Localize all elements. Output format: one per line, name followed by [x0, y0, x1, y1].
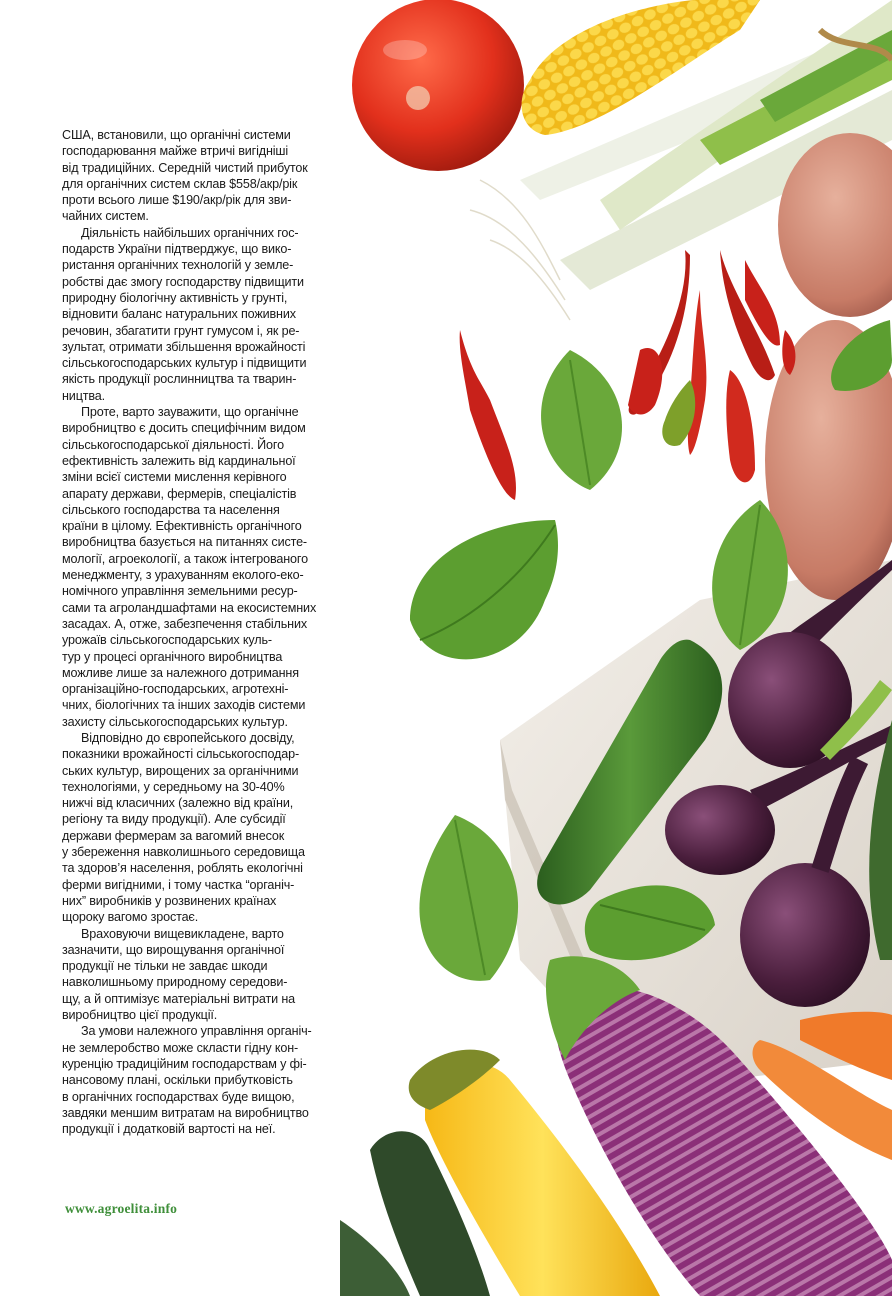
- text-line: країни в цілому. Ефективність органічного: [62, 519, 302, 534]
- text-line: засадах. А, отже, забезпечення стабільних: [62, 616, 307, 631]
- text-line: подарств України підтверджує, що вико-: [62, 242, 292, 257]
- text-line: продукції не тільки не завдає шкоди: [62, 959, 268, 974]
- text-line: від традиційних. Середній чистий прибуток: [62, 160, 308, 175]
- text-line: ських культур, вирощених за органічними: [62, 763, 299, 778]
- text-line: виробництво є досить специфічним видом: [62, 421, 306, 436]
- text-line: сільськогосподарських культур і підвищити: [62, 356, 307, 371]
- text-line: зультат, отримати збільшення врожайності: [62, 339, 306, 354]
- text-line: для органічних систем склав $558/акр/рік: [62, 176, 298, 191]
- footer-website-url[interactable]: www.agroelita.info: [65, 1201, 178, 1216]
- text-line: можливе лише за належного дотримання: [62, 665, 299, 680]
- text-line: куренцію традиційним господарствам у фі-: [62, 1056, 307, 1071]
- text-line: захисту сільськогосподарських культур.: [62, 714, 288, 729]
- text-line: За умови належного управління органіч-: [81, 1024, 312, 1039]
- text-line: держави фермерам за вагомий внесок: [62, 828, 285, 843]
- text-line: сільськогосподарської діяльності. Його: [62, 437, 284, 452]
- text-line: зміни всієї системи мислення керівного: [62, 470, 287, 485]
- text-line: не землеробство може скласти гідну кон-: [62, 1040, 299, 1055]
- text-line: ферми вигідними, і тому частка “органіч-: [62, 877, 295, 892]
- text-line: завдяки меншим витратам на виробництво: [62, 1105, 309, 1120]
- text-line: технологіями, у середньому на 30-40%: [62, 779, 285, 794]
- tomato: [352, 0, 524, 171]
- text-line: апарату держави, фермерів, спеціалістів: [62, 486, 297, 501]
- text-line: номічного управління земельними ресур-: [62, 584, 298, 599]
- text-line: США, встановили, що органічні системи: [62, 128, 291, 142]
- text-line: Враховуючи вищевикладене, варто: [81, 926, 284, 941]
- text-line: речовин, збагатити грунт гумусом і, як ре-: [62, 323, 300, 338]
- text-line: нансовому плані, оскільки прибутковість: [62, 1073, 293, 1088]
- text-line: тур у процесі органічного виробництва: [62, 649, 283, 664]
- text-line: ництва.: [62, 388, 105, 403]
- text-line: робстві дає змогу господарству підвищити: [62, 274, 304, 289]
- chili-peppers: [460, 250, 796, 500]
- text-line: організаційно-господарських, агротехні-: [62, 682, 289, 697]
- text-line: природну біологічну активність у грунті,: [62, 290, 288, 305]
- text-line: Проте, варто зауважити, що органічне: [81, 405, 299, 420]
- text-line: сільського господарства та населення: [62, 502, 280, 517]
- text-line: урожаїв сільськогосподарських куль-: [62, 633, 272, 648]
- text-line: мології, агроекології, а також інтегрованого: [62, 551, 308, 566]
- text-line: Діяльність найбільших органічних гос-: [81, 225, 299, 240]
- text-line: них” виробників у розвинених країнах: [62, 893, 277, 908]
- text-line: відновити баланс натуральних поживних: [62, 307, 296, 322]
- text-line: ристання органічних технологій у земле-: [62, 258, 294, 273]
- text-line: виробництво цієї продукції.: [62, 1008, 218, 1023]
- text-line: зазначити, що вирощування органічної: [62, 942, 285, 957]
- text-line: Відповідно до європейського досвіду,: [81, 730, 295, 745]
- text-line: у збереження навколишнього середовища: [62, 845, 305, 860]
- text-line: чних, біологічних та інших заходів системи: [62, 698, 306, 713]
- text-line: та здоров’я населення, роблять екологічні: [62, 861, 303, 876]
- text-line: щу, а й оптимізує матеріальні витрати на: [62, 991, 295, 1006]
- text-line: менеджменту, з урахуванням еколого-еко-: [62, 568, 304, 583]
- text-line: навколишньому природному середови-: [62, 975, 288, 990]
- text-line: чайних систем.: [62, 209, 149, 224]
- text-line: сами та агроландшафтами на екосистемних: [62, 600, 317, 615]
- text-line: ефективність залежить від кардинальної: [62, 453, 296, 468]
- text-line: в органічних господарствах буде вищою,: [62, 1089, 295, 1104]
- text-line: виробництва базується на питаннях систе-: [62, 535, 307, 550]
- text-line: господарювання майже втричі вигідніші: [62, 144, 289, 159]
- text-line: показники врожайності сільськогосподар-: [62, 747, 300, 762]
- text-line: якість продукції рослинництва та тварин-: [62, 372, 297, 387]
- text-line: нижчі від класичних (залежно від країни,: [62, 796, 294, 811]
- text-line: регіону та виду продукції). Але субсидії: [62, 812, 286, 827]
- text-line: проти всього лише $190/акр/рік для зви-: [62, 193, 292, 208]
- text-line: продукції і додатковій вартості на неї.: [62, 1122, 276, 1137]
- text-line: щороку вагомо зростає.: [62, 910, 199, 925]
